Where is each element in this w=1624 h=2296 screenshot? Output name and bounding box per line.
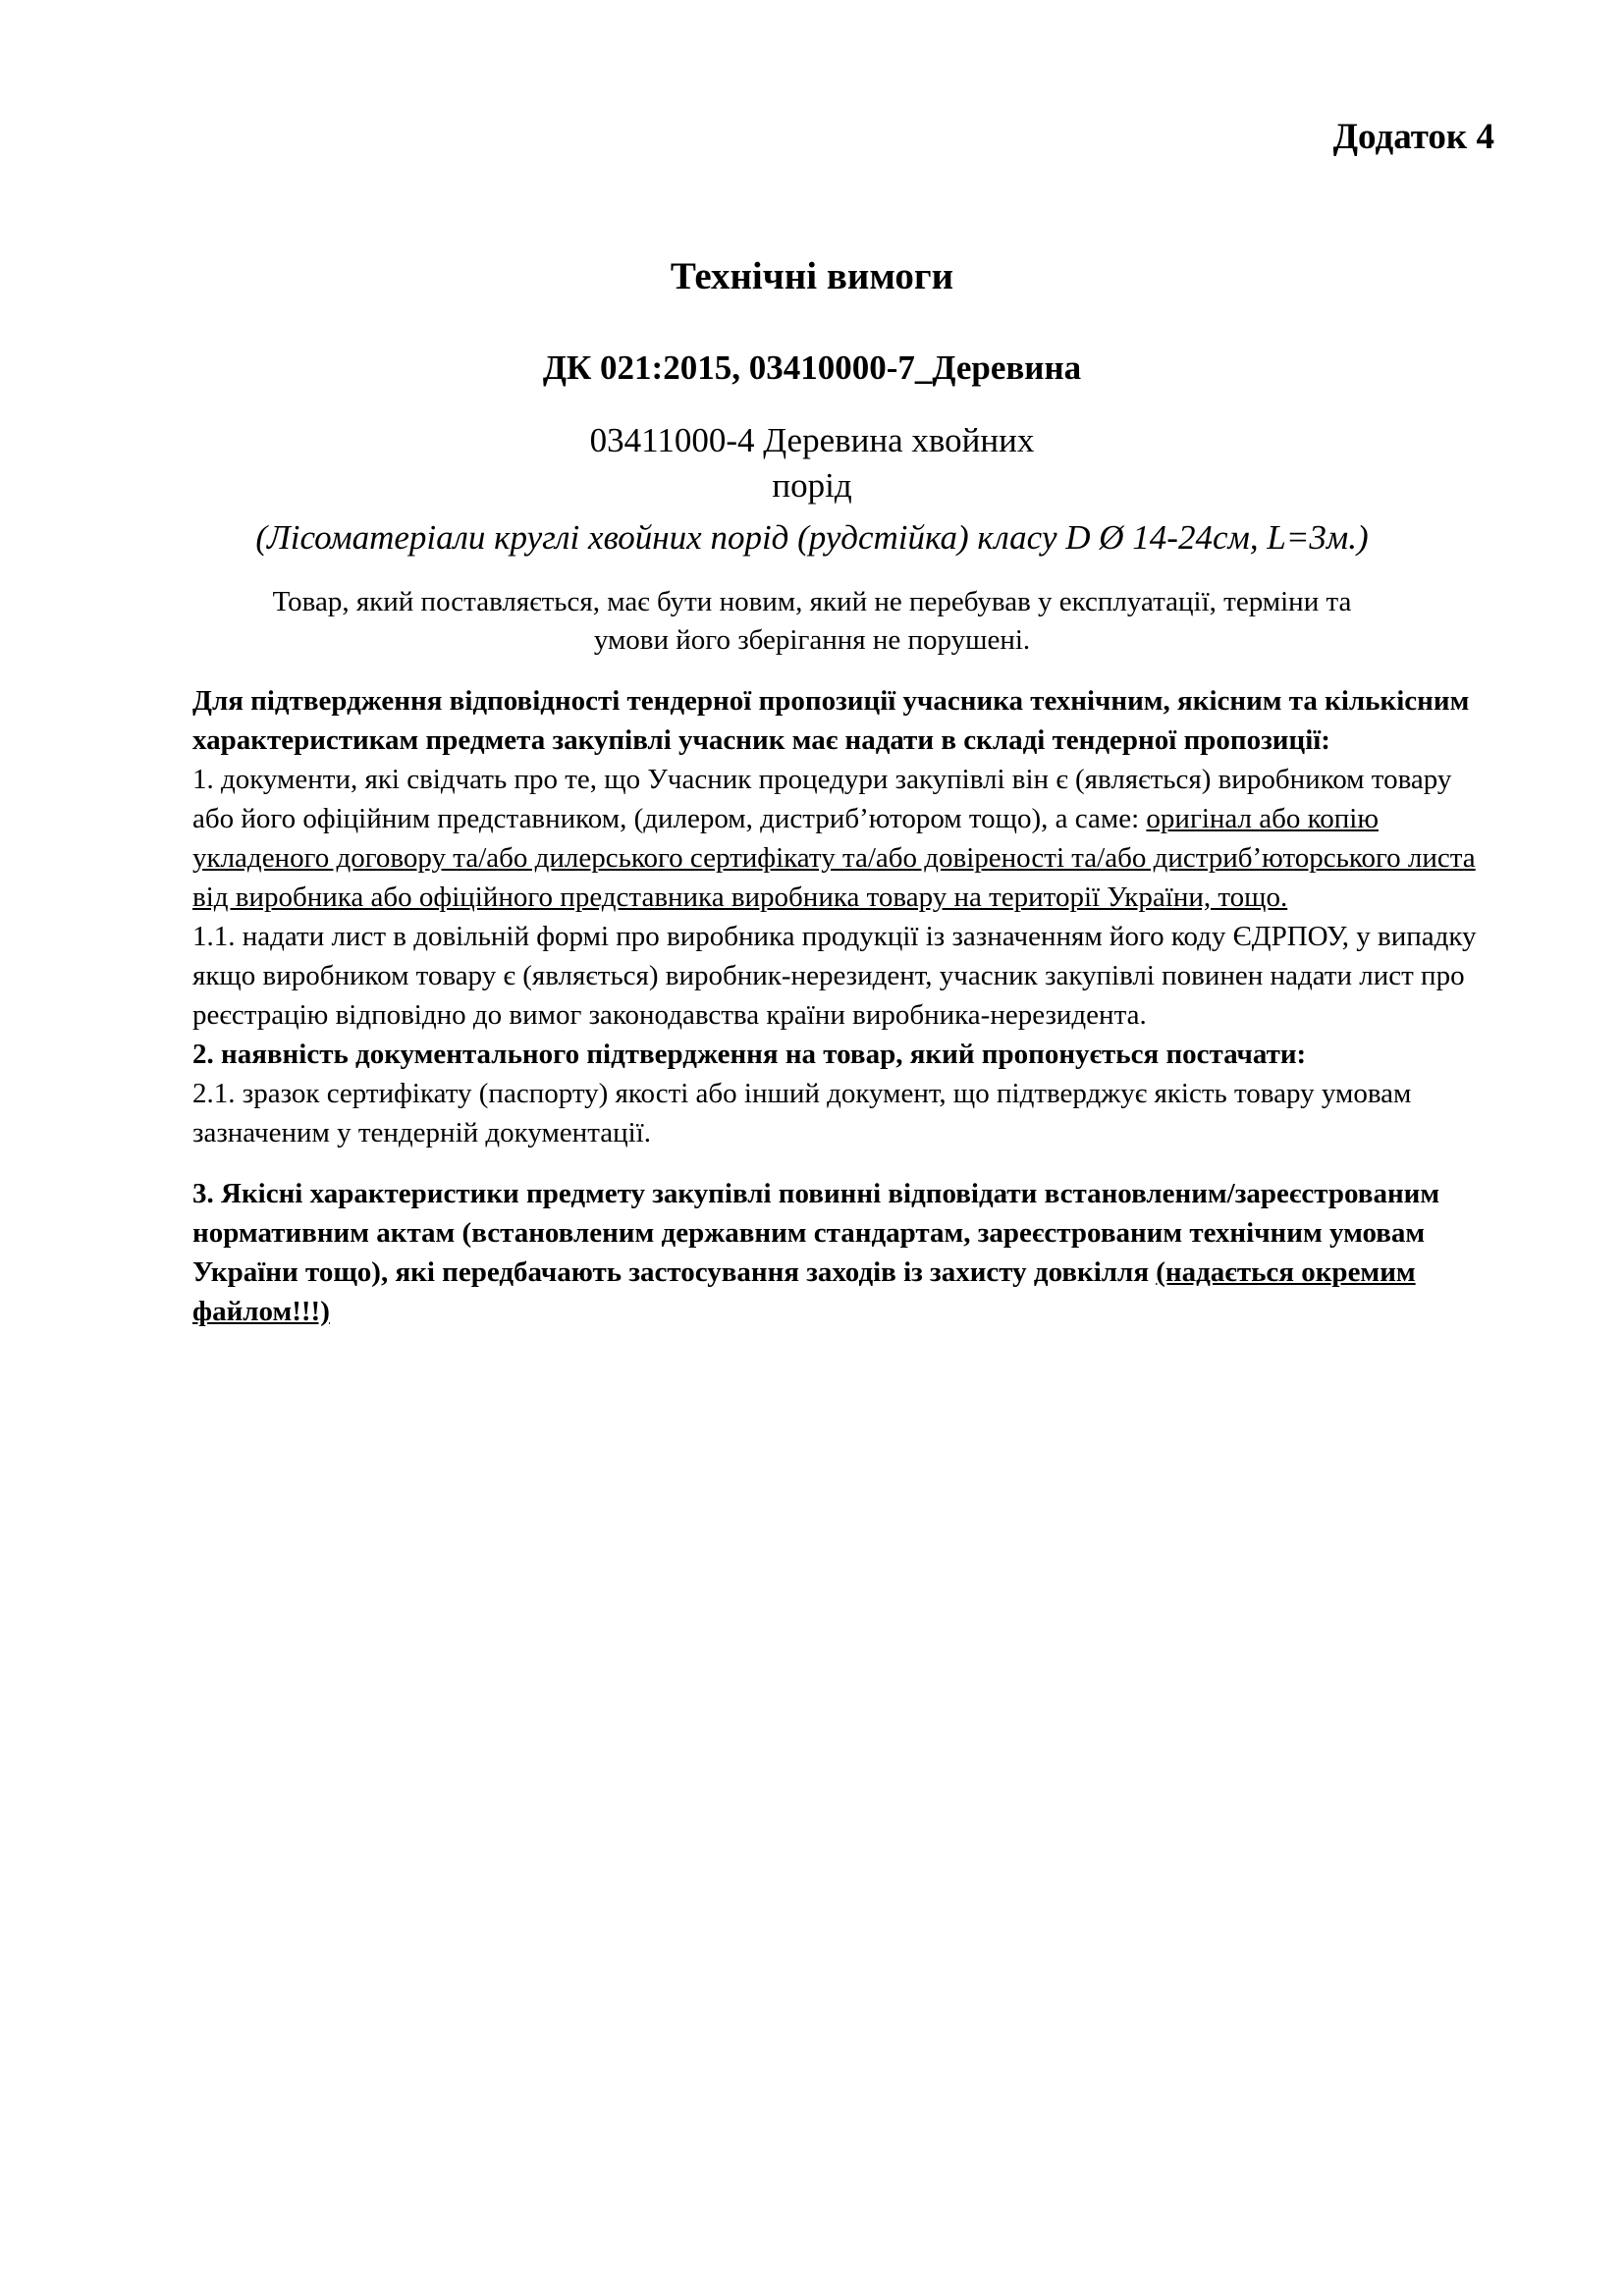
item-1-text: 1. документи, які свідчать про те, що Учасник процедури закупівлі він є (являється) виробником товару або його офіційним представником, (дилером, дистриб’ютором тощо), а саме: (192, 764, 1452, 834)
annex-label: Додаток 4 (1332, 117, 1494, 157)
product-code (0, 418, 1624, 508)
item-1 (192, 760, 1498, 917)
intro-paragraph (196, 583, 1428, 660)
item-2-1: 2.1. зразок сертифікату (паспорту) якості або інший документ, що підтверджує якість товару умовам зазначеним у тендерній документації. (192, 1078, 1412, 1148)
item-1-underlined: оригінал або копію укладеного договору та/або дилерського сертифікату та/або довіреності та/або дистриб’юторського листа від виробника або офіційного представника виробника товару на території України, тощо. (192, 803, 1476, 913)
product-spec: (Лісоматеріали круглі хвойних порід (рудстійка) класу D Ø 14-24см, L=3м.) (255, 518, 1369, 557)
item-2-heading: 2. наявність документального підтвердження на товар, який пропонується постачати: (192, 1039, 1307, 1070)
item-3 (192, 1174, 1498, 1331)
intro-line2: умови його зберігання не порушені. (593, 624, 1031, 656)
document-title: Технічні вимоги (670, 255, 954, 297)
product-code-line1: 03411000-4 Деревина хвойних (589, 421, 1035, 459)
classification-code: ДК 021:2015, 03410000-7_Деревина (542, 348, 1082, 387)
intro-line1: Товар, який поставляється, має бути новим, який не перебував у експлуатації, терміни та (272, 586, 1352, 617)
product-code-line2: порід (772, 466, 852, 505)
requirements-body (192, 681, 1498, 1331)
requirements-heading: Для підтвердження відповідності тендерної пропозиції учасника технічним, якісним та кількісним характеристикам предмета закупівлі учасник має надати в складі тендерної пропозиції: (192, 685, 1470, 756)
item-3-underlined: (надається окремим файлом!!!) (192, 1256, 1416, 1327)
item-3-text: 3. Якісні характеристики предмету закупівлі повинні відповідати встановленим/зареєстрованим нормативним актам (встановленим державним стандартам, зареєстрованим технічним умовам України тощо), які передбачають застосування заходів із захисту довкілля (192, 1178, 1440, 1288)
item-1-1: 1.1. надати лист в довільній формі про виробника продукції із зазначенням його коду ЄДРПОУ, у випадку якщо виробником товару є (являється) виробник-нерезидент, учасник закупівлі повинен надати лист про реєстрацію відповідно до вимог законодавства країни виробника-нерезидента. (192, 921, 1477, 1031)
